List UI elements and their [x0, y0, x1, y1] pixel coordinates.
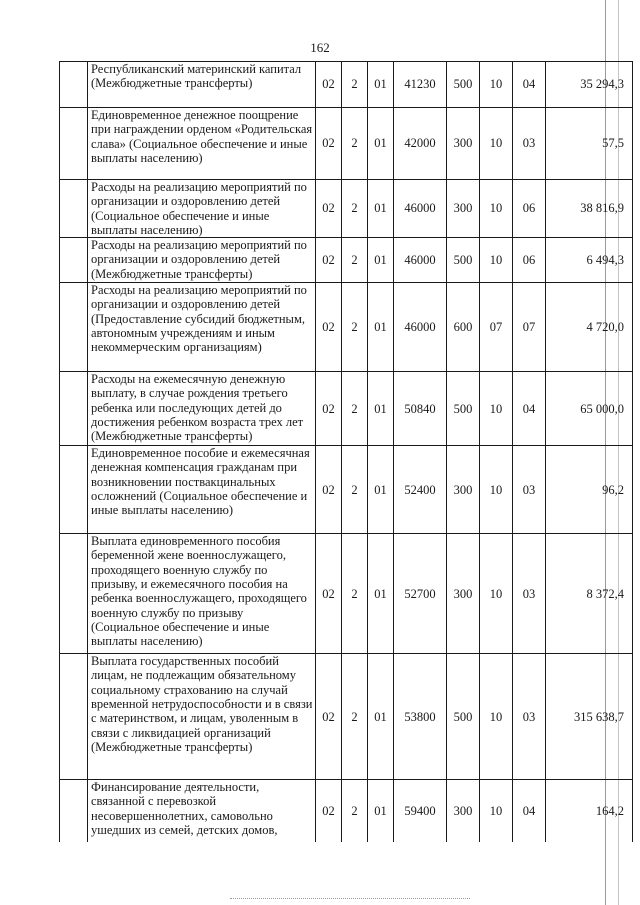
program-code-cell: 02	[316, 446, 342, 534]
direction-code-cell: 46000	[394, 283, 447, 372]
table-row	[60, 283, 633, 372]
first-column-cell	[60, 534, 88, 654]
main-activity-code-cell: 01	[368, 372, 394, 446]
expense-name-cell: Расходы на реализацию мероприятий по организации и оздоровлению детей (Предоставление субсидий бюджетным, автономным учреждениям и иным некоммерческим организациям)	[88, 283, 316, 372]
expense-type-cell: 300	[447, 534, 480, 654]
expense-type-cell: 500	[447, 62, 480, 108]
expense-type-cell: 300	[447, 446, 480, 534]
expense-name-cell: Единовременное пособие и ежемесячная денежная компенсация гражданам при возникновении поствакцинальных осложнений (Социальное обеспечение и иные выплаты населению)	[88, 446, 316, 534]
subsection-code-cell: 06	[513, 238, 546, 283]
main-activity-code-cell: 01	[368, 654, 394, 780]
amount-cell: 164,2	[546, 780, 633, 842]
section-code-cell: 10	[480, 62, 513, 108]
program-code-cell: 02	[316, 108, 342, 180]
scan-footer-artifact	[230, 898, 470, 901]
first-column-cell	[60, 108, 88, 180]
table-row	[60, 654, 633, 780]
subsection-code-cell: 04	[513, 62, 546, 108]
expense-name-cell: Расходы на ежемесячную денежную выплату, в случае рождения третьего ребенка или последующих детей до достижения ребенком возраста трех лет (Межбюджетные трансферты)	[88, 372, 316, 446]
subsection-code-cell: 03	[513, 534, 546, 654]
first-column-cell	[60, 372, 88, 446]
expense-type-cell: 500	[447, 372, 480, 446]
direction-code-cell: 46000	[394, 180, 447, 238]
expense-type-cell: 500	[447, 654, 480, 780]
expense-name-cell: Расходы на реализацию мероприятий по организации и оздоровлению детей (Социальное обеспечение и иные выплаты населению)	[88, 180, 316, 238]
main-activity-code-cell: 01	[368, 180, 394, 238]
amount-cell: 57,5	[546, 108, 633, 180]
first-column-cell	[60, 780, 88, 842]
expense-name-cell: Выплата государственных пособий лицам, не подлежащим обязательному социальному страхованию на случай временной нетрудоспособности и в связи с материнством, и лицам, уволенным в связи с ликвидацией организаций (Межбюджетные трансферты)	[88, 654, 316, 780]
page-number: 162	[310, 40, 330, 55]
section-code-cell: 10	[480, 372, 513, 446]
table-row	[60, 108, 633, 180]
first-column-cell	[60, 446, 88, 534]
subprogram-code-cell: 2	[342, 283, 368, 372]
amount-cell: 6 494,3	[546, 238, 633, 283]
subsection-code-cell: 03	[513, 446, 546, 534]
subsection-code-cell: 03	[513, 108, 546, 180]
subprogram-code-cell: 2	[342, 108, 368, 180]
amount-cell: 35 294,3	[546, 62, 633, 108]
first-column-cell	[60, 180, 88, 238]
subsection-code-cell: 06	[513, 180, 546, 238]
subprogram-code-cell: 2	[342, 238, 368, 283]
direction-code-cell: 59400	[394, 780, 447, 842]
table-row	[60, 446, 633, 534]
main-activity-code-cell: 01	[368, 446, 394, 534]
section-code-cell: 10	[480, 654, 513, 780]
table-row	[60, 62, 633, 108]
table-row	[60, 780, 633, 842]
expense-type-cell: 600	[447, 283, 480, 372]
first-column-cell	[60, 62, 88, 108]
main-activity-code-cell: 01	[368, 108, 394, 180]
subprogram-code-cell: 2	[342, 780, 368, 842]
expense-type-cell: 300	[447, 108, 480, 180]
subprogram-code-cell: 2	[342, 446, 368, 534]
expense-name-cell: Выплата единовременного пособия беременной жене военнослужащего, проходящего военную службу по призыву, и ежемесячного пособия на ребенка военнослужащего, проходящего военную службу по призыву (Социальное обеспечение и иные выплаты населению)	[88, 534, 316, 654]
amount-cell: 315 638,7	[546, 654, 633, 780]
main-activity-code-cell: 01	[368, 238, 394, 283]
program-code-cell: 02	[316, 62, 342, 108]
first-column-cell	[60, 283, 88, 372]
direction-code-cell: 52400	[394, 446, 447, 534]
section-code-cell: 10	[480, 446, 513, 534]
section-code-cell: 10	[480, 780, 513, 842]
subprogram-code-cell: 2	[342, 62, 368, 108]
main-activity-code-cell: 01	[368, 534, 394, 654]
direction-code-cell: 46000	[394, 238, 447, 283]
subprogram-code-cell: 2	[342, 654, 368, 780]
first-column-cell	[60, 654, 88, 780]
table-row	[60, 372, 633, 446]
table-row	[60, 534, 633, 654]
expense-name-cell: Единовременное денежное поощрение при награждении орденом «Родительская слава» (Социальное обеспечение и иные выплаты населению)	[88, 108, 316, 180]
main-activity-code-cell: 01	[368, 283, 394, 372]
table-row	[60, 238, 633, 283]
program-code-cell: 02	[316, 654, 342, 780]
main-activity-code-cell: 01	[368, 62, 394, 108]
first-column-cell	[60, 238, 88, 283]
program-code-cell: 02	[316, 180, 342, 238]
amount-cell: 8 372,4	[546, 534, 633, 654]
program-code-cell: 02	[316, 534, 342, 654]
expense-name-cell: Расходы на реализацию мероприятий по организации и оздоровлению детей (Межбюджетные трансферты)	[88, 238, 316, 283]
section-code-cell: 10	[480, 108, 513, 180]
program-code-cell: 02	[316, 283, 342, 372]
section-code-cell: 07	[480, 283, 513, 372]
amount-cell: 4 720,0	[546, 283, 633, 372]
expense-type-cell: 300	[447, 180, 480, 238]
subprogram-code-cell: 2	[342, 180, 368, 238]
expense-name-cell: Финансирование деятельности, связанной с перевозкой несовершеннолетних, самовольно ушедших из семей, детских домов,	[88, 780, 316, 842]
expense-type-cell: 300	[447, 780, 480, 842]
section-code-cell: 10	[480, 238, 513, 283]
subsection-code-cell: 07	[513, 283, 546, 372]
program-code-cell: 02	[316, 372, 342, 446]
subprogram-code-cell: 2	[342, 372, 368, 446]
main-activity-code-cell: 01	[368, 780, 394, 842]
subsection-code-cell: 03	[513, 654, 546, 780]
direction-code-cell: 50840	[394, 372, 447, 446]
table-row	[60, 180, 633, 238]
budget-table	[59, 61, 633, 842]
expense-name-cell: Республиканский материнский капитал (Межбюджетные трансферты)	[88, 62, 316, 108]
expense-type-cell: 500	[447, 238, 480, 283]
section-code-cell: 10	[480, 180, 513, 238]
subsection-code-cell: 04	[513, 372, 546, 446]
amount-cell: 96,2	[546, 446, 633, 534]
section-code-cell: 10	[480, 534, 513, 654]
program-code-cell: 02	[316, 780, 342, 842]
budget-table-body	[60, 62, 633, 842]
amount-cell: 65 000,0	[546, 372, 633, 446]
subsection-code-cell: 04	[513, 780, 546, 842]
subprogram-code-cell: 2	[342, 534, 368, 654]
direction-code-cell: 42000	[394, 108, 447, 180]
direction-code-cell: 41230	[394, 62, 447, 108]
amount-cell: 38 816,9	[546, 180, 633, 238]
direction-code-cell: 52700	[394, 534, 447, 654]
program-code-cell: 02	[316, 238, 342, 283]
direction-code-cell: 53800	[394, 654, 447, 780]
